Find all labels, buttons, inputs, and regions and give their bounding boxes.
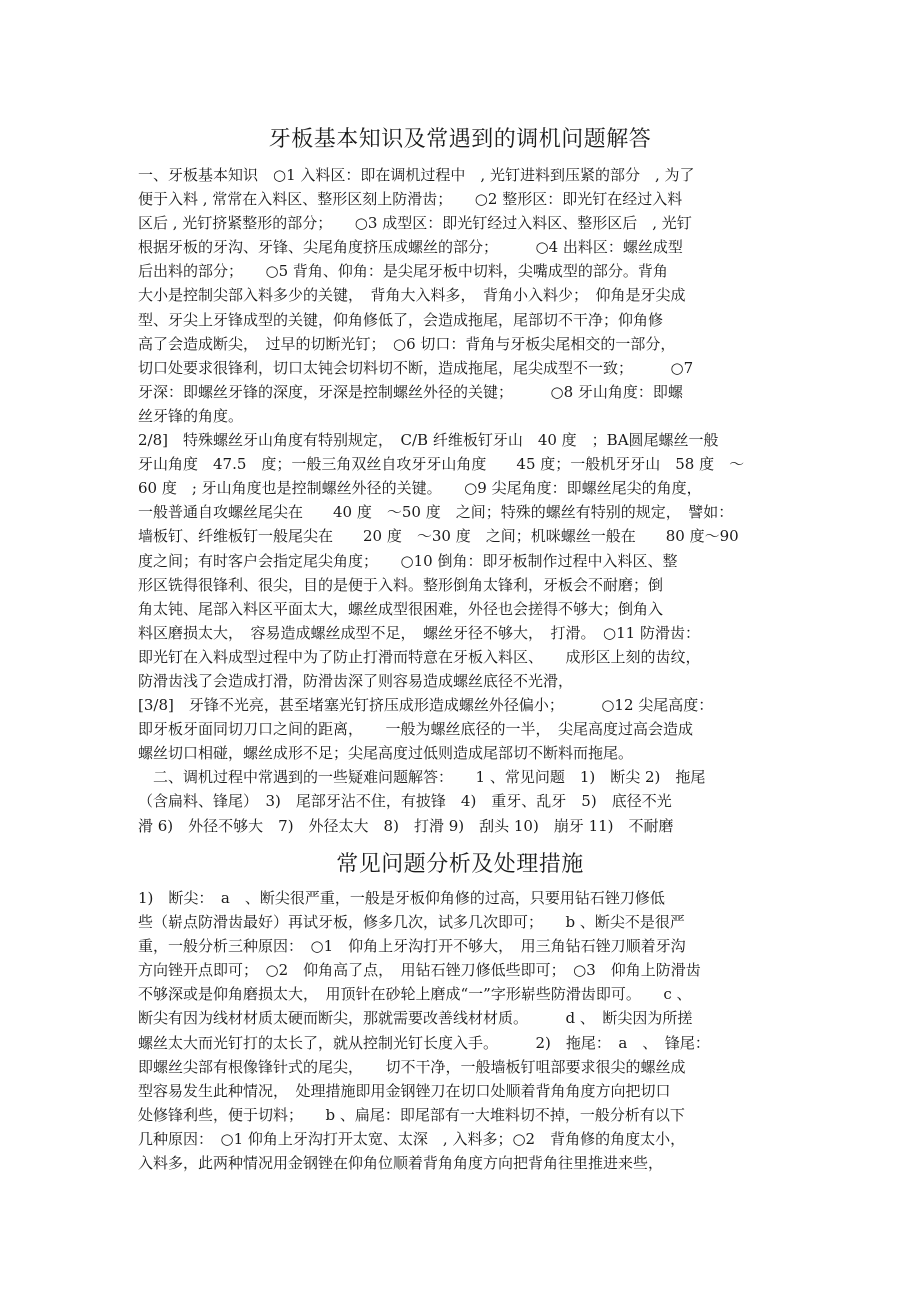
text-line: 不够深或是仰角磨损太大， 用顶针在砂轮上磨成“一”字形崭些防滑齿即可。 c 、 [138,985,692,1004]
text-line: 角太钝、尾部入料区平面太大，螺丝成型很困难，外径也会搓得不够大；倒角入 [138,599,664,618]
text-line: 即光钉在入料成型过程中为了防止打滑而特意在牙板入料区、 成形区上刻的齿纹， [138,647,701,666]
text-line: 型、牙尖上牙锋成型的关键，仰角修低了，会造成拖尾，尾部切不干净；仰角修 [138,310,664,329]
section-problem-analysis [138,886,788,1175]
text-line: [3/8] 牙锋不光亮，甚至堵塞光钉挤压成形造成螺丝外径偏小； ○12 尖尾高度： [138,696,714,715]
section-subtitle: 常见问题分析及处理措施 [336,852,584,877]
text-line: 处修锋利些，便于切料； b 、扁尾：即尾部有一大堆料切不掉，一般分析有以下 [138,1105,685,1124]
text-line: 螺丝太大而光钉打的太长了，就从控制光钉长度入手。 2) 拖尾： a 、 锋尾： [138,1033,710,1052]
document-title: 牙板基本知识及常遇到的调机问题解答 [268,127,652,152]
text-line: 即牙板牙面同切刀口之间的距离， 一般为螺丝底径的一半， 尖尾高度过高会造成 [138,720,694,739]
text-line: 即螺丝尖部有根像锋针式的尾尖， 切不干净，一般墙板钉咀部要求很尖的螺丝成 [138,1057,686,1076]
text-line: 防滑齿浅了会造成打滑，防滑齿深了则容易造成螺丝底径不光滑， [138,671,574,690]
text-line: 方向锉开点即可； ○2 仰角高了点， 用钻石锉刀修低些即可； ○3 仰角上防滑齿 [138,961,701,980]
text-line: 几种原因： ○1 仰角上牙沟打开太宽、太深 , 入料多；○2 背角修的角度太小， [138,1129,686,1148]
text-line: 牙山角度 47.5 度；一般三角双丝自攻牙牙山角度 45 度；一般机牙牙山 58 度 ～ [138,455,745,474]
text-line: 断尖有因为线材材质太硬而断尖，那就需要改善线材材质。 d 、 断尖因为所搓 [138,1009,693,1028]
text-line: 区后 , 光钉挤紧整形的部分； ○3 成型区：即光钉经过入料区、整形区后 , 光钉 [138,214,692,233]
text-line: 型容易发生此种情况， 处理措施即用金钢锉刀在切口处顺着背角角度方向把切口 [138,1081,671,1100]
text-line: 后出料的部分； ○5 背角、仰角：是尖尾牙板中切料，尖嘴成型的部分。背角 [138,262,668,281]
text-line: 墙板钉、纤维板钉一般尾尖在 20 度 ～30 度 之间；机咪螺丝一般在 80 度～90 [138,527,739,546]
text-line: 二、调机过程中常遇到的一些疑难问题解答： 1 、常见问题 1) 断尖 2) 拖尾 [138,768,706,787]
text-line: 1) 断尖： a 、断尖很严重，一般是牙板仰角修的过高，只要用钻石锉刀修低 [138,889,665,907]
text-line: 60 度 ; 牙山角度也是控制螺丝外径的关键。 ○9 尖尾角度：即螺丝尾尖的角度， [138,479,702,498]
text-line: 大小是控制尖部入料多少的关键， 背角大入料多， 背角小入料少； 仰角是牙尖成 [138,286,686,305]
section-basic-knowledge [138,163,788,838]
text-line: 重，一般分析三种原因： ○1 仰角上牙沟打开不够大， 用三角钻石锉刀顺着牙沟 [138,937,686,956]
text-line: 滑 6) 外径不够大 7) 外径太大 8) 打滑 9) 刮头 10) 崩牙 11) 不耐磨 [138,816,674,835]
text-line: 牙深：即螺丝牙锋的深度，牙深是控制螺丝外径的关键； ○8 牙山角度：即螺 [138,382,683,401]
text-line: 入料多，此两种情况用金钢锉在仰角位顺着背角角度方向把背角往里推进来些， [138,1154,664,1173]
text-line: （含扁料、锋尾） 3) 尾部牙沾不住，有披锋 4) 重牙、乱牙 5) 底径不光 [138,792,672,811]
text-line: 切口处要求很锋利，切口太钝会切料切不断，造成拖尾，尾尖成型不一致； ○7 [138,358,694,377]
text-line: 料区磨损太大， 容易造成螺丝成型不足， 螺丝牙径不够大， 打滑。 ○11 防滑齿： [138,623,700,642]
text-line: 形区铣得很锋利、很尖，目的是便于入料。整形倒角太锋利，牙板会不耐磨；倒 [138,575,664,594]
text-line: 些（崭点防滑齿最好）再试牙板，修多几次，试多几次即可； b 、断尖不是很严 [138,913,685,932]
text-line: 一般普通自攻螺丝尾尖在 40 度 ～50 度 之间；特殊的螺丝有特别的规定， 譬如： [138,503,734,522]
text-line: 高了会造成断尖， 过早的切断光钉； ○6 切口：背角与牙板尖尾相交的一部分， [138,334,676,353]
text-line: 便于入料 , 常常在入料区、整形区刻上防滑齿； ○2 整形区：即光钉在经过入料 [138,190,683,209]
text-line: 度之间；有时客户会指定尾尖角度； ○10 倒角：即牙板制作过程中入料区、整 [138,551,678,570]
text-line: 一、牙板基本知识 ○1 入料区：即在调机过程中 , 光钉进料到压紧的部分 , 为了 [138,166,695,184]
text-line: 根据牙板的牙沟、牙锋、尖尾角度挤压成螺丝的部分； ○4 出料区：螺丝成型 [138,238,683,257]
text-line: 螺丝切口相碰，螺丝成形不足；尖尾高度过低则造成尾部切不断料而拖尾。 [138,744,634,763]
text-line: 2/8] 特殊螺丝牙山角度有特别规定， C/B 纤维板钉牙山 40 度 ；BA圆尾螺丝一般 [138,431,719,450]
text-line: 丝牙锋的角度。 [138,406,244,425]
